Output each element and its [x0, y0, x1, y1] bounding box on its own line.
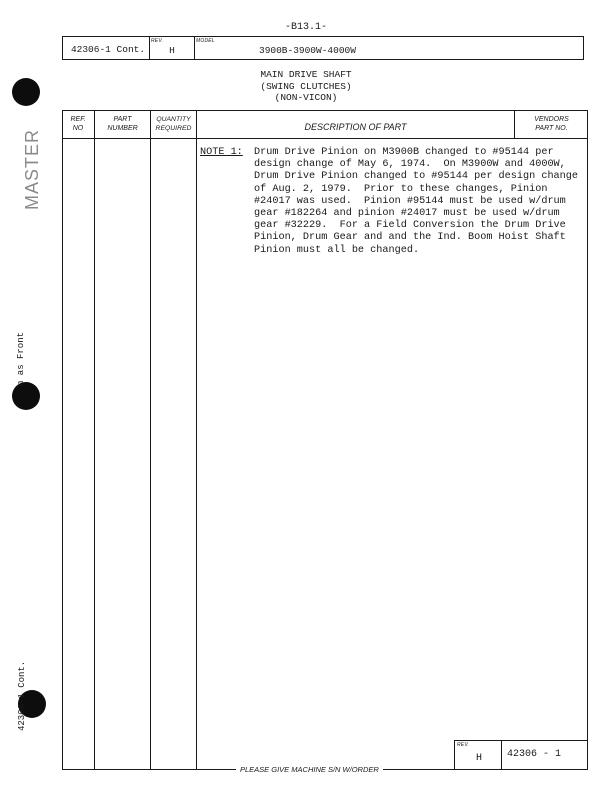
header-ref: 42306-1 Cont. — [70, 44, 146, 55]
margin-stamp: MASTER — [22, 128, 42, 210]
note-line: Drum Drive Pinion changed to #95144 per design change — [254, 171, 579, 183]
punch-hole-middle — [12, 382, 40, 410]
footer-instruction: PLEASE GIVE MACHINE S/N W/ORDER — [236, 765, 383, 774]
footer-rev-label: REV. — [457, 742, 470, 748]
note-label: NOTE 1: — [200, 147, 243, 158]
note-line: of Aug. 2, 1979. Prior to these changes, Pinion — [254, 183, 548, 195]
col-ref-no: REF. NO — [70, 116, 86, 132]
page-number: -B13.1- — [284, 22, 327, 33]
note-body — [254, 147, 578, 257]
title-line-3: (NON-VICON) — [274, 92, 338, 103]
col-quantity-required: QUANTITY REQUIRED — [155, 116, 192, 132]
header-model-value: 3900B-3900W-4000W — [259, 45, 356, 56]
title-line-1: MAIN DRIVE SHAFT — [260, 69, 352, 80]
header-rev-label: REV. — [151, 38, 164, 44]
title-line-2: (SWING CLUTCHES) — [260, 80, 352, 92]
footer-rev-box — [454, 740, 588, 770]
section-title — [0, 69, 612, 104]
header-box — [62, 36, 584, 60]
note-line: Pinion, Drum Gear and and the Ind. Boom Hoist Shaft — [254, 232, 566, 244]
header-rev-value: H — [169, 45, 175, 56]
footer-rev-value: H — [475, 753, 482, 764]
footer-doc-ref: 42306 - 1 — [507, 749, 562, 760]
margin-side-text-upper: n as Front — [16, 331, 26, 386]
note-line: Pinion must all be changed. — [254, 244, 420, 256]
note-line: design change of May 6, 1974. On M3900W and 4000W, — [254, 159, 566, 171]
margin-side-text-lower: 42306-1 Cont. — [17, 660, 27, 731]
col-vendors-part-no: VENDORS PART NO. — [534, 116, 569, 132]
col-description: DESCRIPTION OF PART — [304, 122, 407, 132]
note-line: gear #32229. For a Field Conversion the Drum Drive — [254, 220, 566, 232]
header-model-label: MODEL — [196, 38, 215, 44]
col-part-number: PART NUMBER — [107, 116, 138, 132]
note-line: #24017 was used. Pinion #95144 must be used w/drum — [254, 195, 566, 207]
note-line: Drum Drive Pinion on M3900B changed to #95144 per — [254, 147, 554, 158]
note-line: gear #182264 and pinion #24017 must be used w/drum — [254, 208, 560, 220]
